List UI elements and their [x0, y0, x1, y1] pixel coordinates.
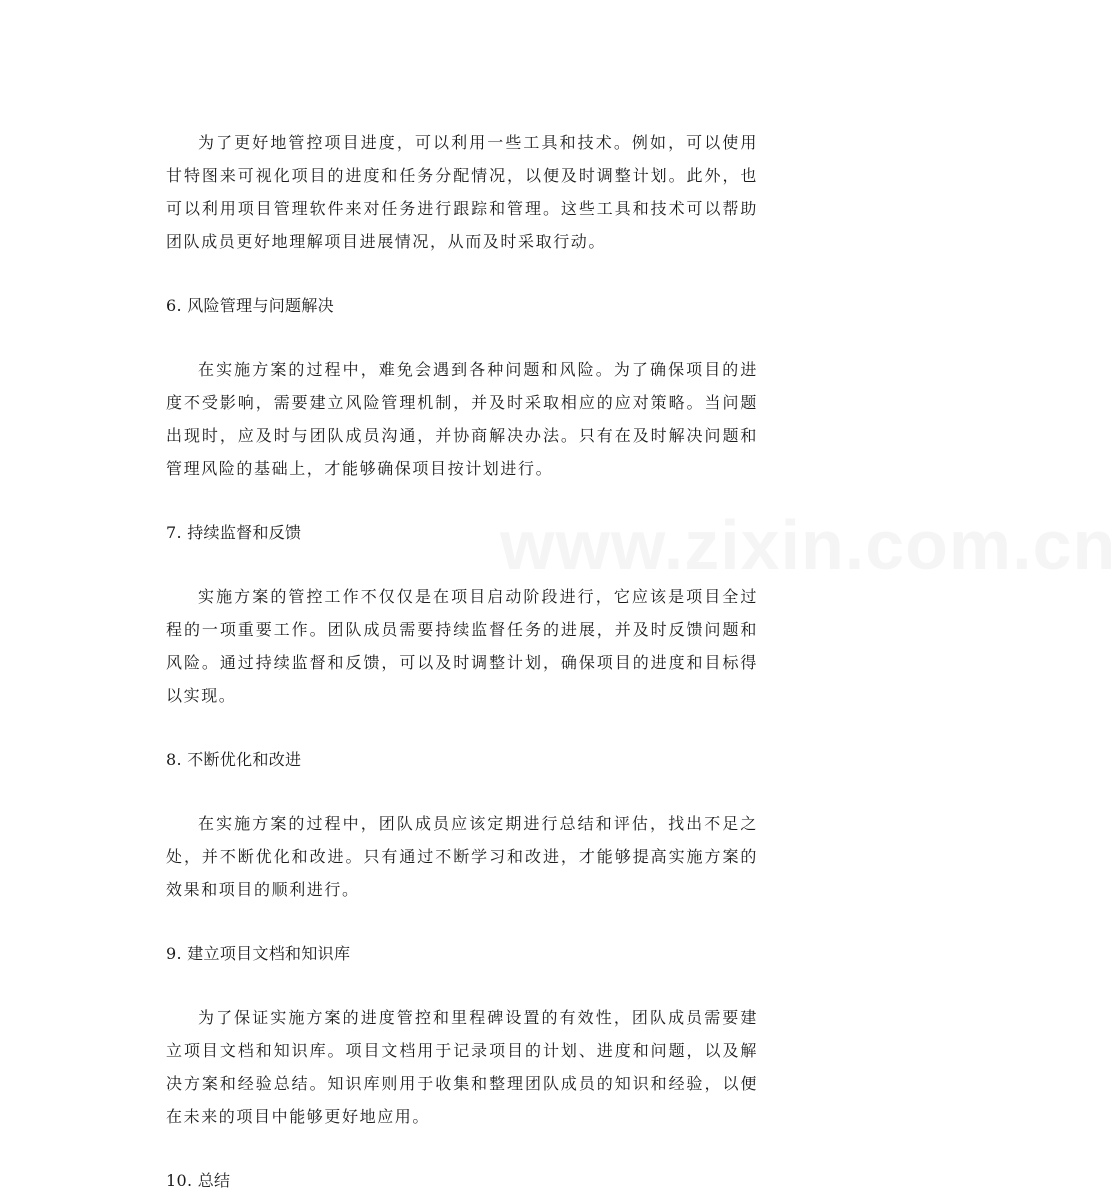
heading-optimization: 8. 不断优化和改进 — [166, 750, 302, 769]
heading-monitoring-feedback: 7. 持续监督和反馈 — [166, 523, 302, 542]
paragraph-monitoring-feedback: 实施方案的管控工作不仅仅是在项目启动阶段进行，它应该是项目全过程的一项重要工作。团队成员需要持续监督任务的进展，并及时反馈问题和风险。通过持续监督和反馈，可以及时调整计划，确保项目的进度和目标得以实现。 — [166, 587, 758, 705]
heading-summary: 10. 总结 — [166, 1171, 231, 1190]
paragraph-optimization: 在实施方案的过程中，团队成员应该定期进行总结和评估，找出不足之处，并不断优化和改进。只有通过不断学习和改进，才能够提高实施方案的效果和项目的顺利进行。 — [166, 814, 758, 899]
heading-knowledge-base: 9. 建立项目文档和知识库 — [166, 944, 351, 963]
document-body — [166, 126, 758, 1197]
paragraph-tools: 为了更好地管控项目进度，可以利用一些工具和技术。例如，可以使用甘特图来可视化项目的进度和任务分配情况，以便及时调整计划。此外，也可以利用项目管理软件来对任务进行跟踪和管理。这些工具和技术可以帮助团队成员更好地理解项目进展情况，从而及时采取行动。 — [166, 133, 758, 251]
paragraph-risk-management: 在实施方案的过程中，难免会遇到各种问题和风险。为了确保项目的进度不受影响，需要建立风险管理机制，并及时采取相应的应对策略。当问题出现时，应及时与团队成员沟通，并协商解决办法。只有在及时解决问题和管理风险的基础上，才能够确保项目按计划进行。 — [166, 360, 758, 478]
heading-risk-management: 6. 风险管理与问题解决 — [166, 296, 334, 315]
watermark: www.zixin.com.cn — [500, 506, 1116, 584]
paragraph-knowledge-base: 为了保证实施方案的进度管控和里程碑设置的有效性，团队成员需要建立项目文档和知识库。项目文档用于记录项目的计划、进度和问题，以及解决方案和经验总结。知识库则用于收集和整理团队成员的知识和经验，以便在未来的项目中能够更好地应用。 — [166, 1008, 758, 1126]
